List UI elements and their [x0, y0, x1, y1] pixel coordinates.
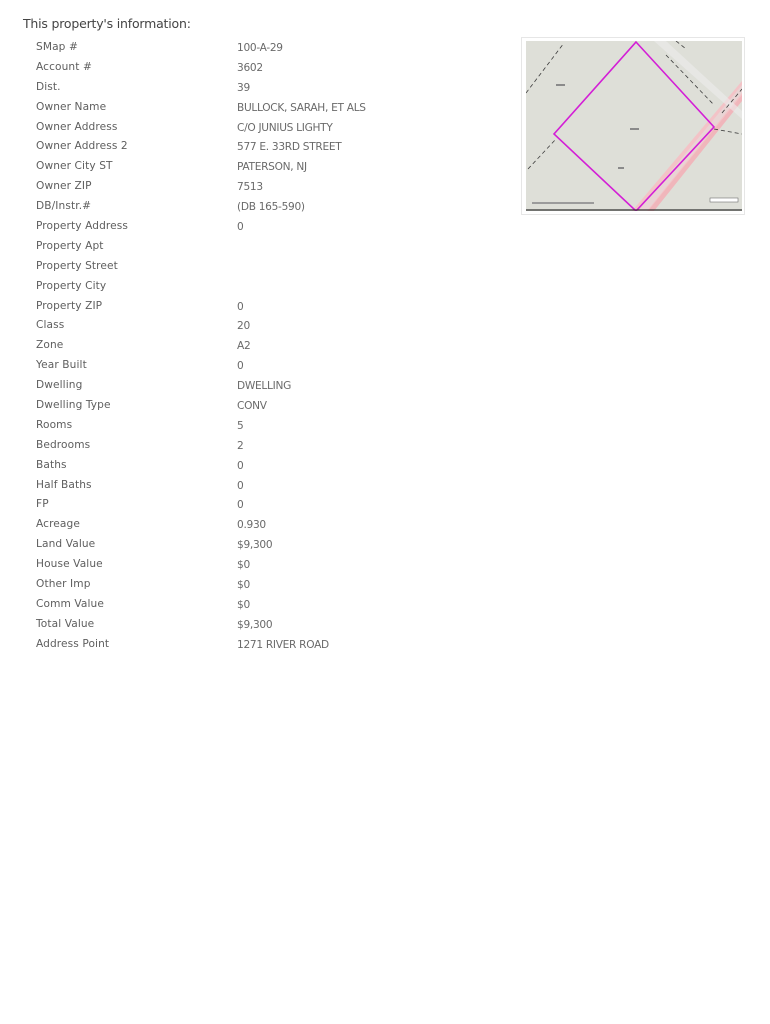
field-label: Zone: [36, 339, 64, 352]
field-label: Other Imp: [36, 578, 91, 591]
field-label: Baths: [36, 458, 67, 471]
field-label: Property ZIP: [36, 299, 103, 312]
field-label: Dist.: [36, 80, 61, 93]
field-row-comm-value: [36, 594, 456, 614]
field-row-property-address: [36, 216, 456, 236]
field-row-rooms: [36, 415, 456, 435]
field-label: Address Point: [36, 637, 110, 650]
field-label: SMap #: [36, 41, 78, 53]
field-value: $0: [237, 559, 250, 572]
field-value: BULLOCK, SARAH, ET ALS: [237, 101, 366, 114]
field-row-address-point: [36, 634, 456, 654]
field-value: 0: [237, 300, 244, 313]
field-value: C/O JUNIUS LIGHTY: [237, 121, 333, 134]
field-label: Acreage: [36, 518, 80, 531]
field-row-db-instr: [36, 196, 456, 216]
field-label: Dwelling Type: [36, 399, 111, 412]
field-row-half-baths: [36, 475, 456, 495]
field-label: FP: [36, 498, 49, 511]
field-row-account: [36, 57, 456, 77]
field-label: House Value: [36, 558, 103, 571]
field-label: Rooms: [36, 418, 73, 431]
parcel-map-image: [526, 41, 742, 211]
field-row-year-built: [36, 355, 456, 375]
section-heading: This property's information:: [23, 16, 191, 31]
field-value: 1271 RIVER ROAD: [237, 638, 329, 651]
field-row-acreage: [36, 514, 456, 534]
field-row-property-street: [36, 256, 456, 276]
field-value: $9,300: [237, 618, 273, 631]
field-row-owner-zip: [36, 176, 456, 196]
field-label: Owner Address 2: [36, 140, 128, 153]
field-value: 20: [237, 320, 250, 333]
field-row-owner-city-st: [36, 156, 456, 176]
field-label: Comm Value: [36, 597, 104, 610]
field-value: 0: [237, 499, 244, 512]
field-value: PATERSON, NJ: [237, 161, 307, 174]
field-label: DB/Instr.#: [36, 200, 92, 213]
field-label: Year Built: [36, 359, 87, 372]
field-value: 0: [237, 479, 244, 492]
field-value: 39: [237, 81, 250, 94]
field-label: Property Apt: [36, 239, 104, 252]
field-value: 3602: [237, 61, 263, 74]
field-value: $0: [237, 598, 250, 611]
scale-bar: [710, 198, 738, 202]
field-row-dwelling-type: [36, 395, 456, 415]
field-label: Class: [36, 319, 65, 332]
field-value: DWELLING: [237, 380, 291, 393]
field-label: Half Baths: [36, 478, 92, 491]
field-row-land-value: [36, 534, 456, 554]
field-label: Owner Name: [36, 100, 107, 113]
field-label: Property Address: [36, 220, 128, 233]
field-row-class: [36, 315, 456, 335]
field-value: 0: [237, 459, 244, 472]
field-label: Bedrooms: [36, 438, 91, 451]
field-row-dwelling: [36, 375, 456, 395]
field-row-owner-address-2: [36, 136, 456, 156]
field-label: Property City: [36, 279, 107, 292]
field-row-property-zip: [36, 296, 456, 316]
parcel-map: [521, 37, 745, 215]
field-value: (DB 165-590): [237, 201, 305, 214]
field-value: 2: [237, 439, 244, 452]
field-value: A2: [237, 340, 251, 353]
field-row-other-imp: [36, 574, 456, 594]
field-row-baths: [36, 455, 456, 475]
field-row-total-value: [36, 614, 456, 634]
field-value: 0.930: [237, 519, 266, 532]
property-info-list: [36, 37, 456, 654]
field-label: Total Value: [36, 617, 95, 630]
field-row-owner-name: [36, 97, 456, 117]
field-row-dist: [36, 77, 456, 97]
field-value: $0: [237, 579, 250, 592]
field-row-house-value: [36, 554, 456, 574]
field-value: 100-A-29: [237, 42, 283, 54]
field-value: CONV: [237, 400, 267, 413]
field-label: Account #: [36, 60, 92, 73]
field-value: 0: [237, 360, 244, 373]
field-label: Property Street: [36, 259, 118, 272]
field-row-smap: [36, 37, 456, 57]
field-label: Land Value: [36, 538, 96, 551]
field-label: Owner City ST: [36, 160, 113, 173]
field-label: Dwelling: [36, 379, 83, 392]
field-row-owner-address: [36, 117, 456, 137]
field-row-property-apt: [36, 236, 456, 256]
field-label: Owner Address: [36, 120, 118, 133]
field-label: Owner ZIP: [36, 180, 92, 193]
field-value: 5: [237, 419, 244, 432]
field-row-property-city: [36, 276, 456, 296]
field-value: 7513: [237, 181, 263, 194]
field-row-zone: [36, 335, 456, 355]
field-value: 0: [237, 221, 244, 234]
field-row-bedrooms: [36, 435, 456, 455]
field-value: $9,300: [237, 539, 273, 552]
field-row-fp: [36, 494, 456, 514]
field-value: 577 E. 33RD STREET: [237, 141, 342, 154]
